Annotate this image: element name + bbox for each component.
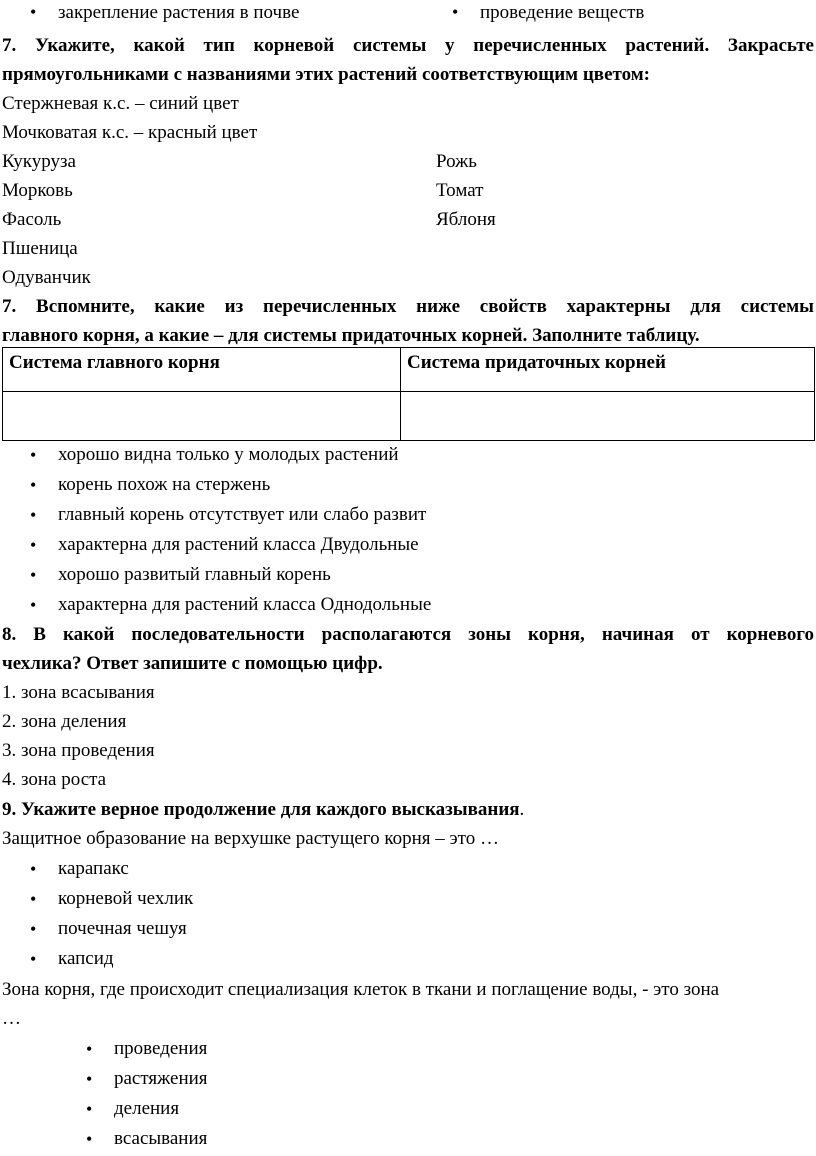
question-9-title-end: . — [519, 799, 525, 820]
property-item — [30, 500, 431, 530]
answer-option[interactable] — [86, 1124, 208, 1154]
legend-rod-root: Стержневая к.с. – синий цвет — [2, 93, 239, 114]
answer-option[interactable] — [30, 914, 193, 944]
top-bullet-left — [30, 2, 299, 24]
table-answer-row — [3, 392, 815, 441]
question-9-statement-2-line2: … — [2, 1008, 21, 1029]
plant-item: Рожь — [436, 151, 477, 172]
question-7a — [2, 31, 814, 292]
question-9 — [2, 795, 814, 853]
plant-item: Томат — [436, 180, 484, 201]
table-header-main-root: Система главного корня — [3, 348, 401, 392]
top-bullets — [30, 2, 810, 30]
answer-option-text: карапакс — [58, 858, 129, 879]
plant-item: Фасоль — [2, 209, 62, 230]
property-item — [30, 530, 431, 560]
table-header-row — [3, 348, 815, 392]
plant-list — [2, 147, 814, 292]
top-bullet-right-text: проведение веществ — [480, 2, 645, 23]
property-item — [30, 440, 431, 470]
root-zone-item: 2. зона деления — [2, 711, 127, 732]
answer-option[interactable] — [30, 944, 193, 974]
table-header-adventitious-root: Система придаточных корней — [401, 348, 815, 392]
plant-item: Яблоня — [436, 209, 496, 230]
answer-option[interactable] — [30, 854, 193, 884]
question-7a-title-line2: прямоугольниками с названиями этих растений соответствующим цветом: — [2, 64, 650, 85]
root-zone-item: 4. зона роста — [2, 769, 107, 790]
property-list — [30, 440, 431, 620]
property-item — [30, 560, 431, 590]
answer-option[interactable] — [86, 1064, 208, 1094]
answer-option-text: растяжения — [114, 1068, 208, 1089]
answer-option[interactable] — [86, 1034, 208, 1064]
question-9-statement-2 — [2, 975, 814, 1033]
plant-item: Кукуруза — [2, 151, 76, 172]
answer-option-text: почечная чешуя — [58, 918, 187, 939]
question-9-options-1 — [30, 854, 193, 974]
top-bullet-right — [452, 2, 644, 24]
property-item-text: характерна для растений класса Двудольные — [58, 534, 419, 555]
root-zone-item: 3. зона проведения — [2, 740, 155, 761]
property-item-text: хорошо развитый главный корень — [58, 564, 331, 585]
answer-option-text: капсид — [58, 948, 114, 969]
question-7b — [2, 292, 814, 350]
root-zone-item: 1. зона всасывания — [2, 682, 155, 703]
property-item-text: корень похож на стержень — [58, 474, 271, 495]
question-9-statement-2-line1: Зона корня, где происходит специализация клеток в ткани и поглащение воды, - это зона — [2, 979, 720, 1000]
property-item-text: хорошо видна только у молодых растений — [58, 444, 399, 465]
question-8 — [2, 620, 814, 794]
table-cell-adventitious-root-answer[interactable] — [401, 392, 815, 441]
question-7b-title-line2: главного корня, а какие – для системы придаточных корней. Заполните таблицу. — [2, 325, 700, 346]
answer-option-text: проведения — [114, 1038, 208, 1059]
top-bullet-left-text: закрепление растения в почве — [58, 2, 300, 23]
question-7b-title-line1: 7. Вспомните, какие из перечисленных ниже свойств характерны для системы — [2, 296, 814, 317]
table-cell-main-root-answer[interactable] — [3, 392, 401, 441]
question-9-statement-1: Защитное образование на верхушке растущего корня – это … — [2, 828, 499, 849]
plant-item: Морковь — [2, 180, 73, 201]
question-8-title-line2: чехлика? Ответ запишите с помощью цифр. — [2, 653, 383, 674]
question-7a-title-line1: 7. Укажите, какой тип корневой системы у перечисленных растений. Закрасьте — [2, 35, 814, 56]
root-system-table — [2, 347, 815, 441]
property-item — [30, 470, 431, 500]
answer-option-text: деления — [114, 1098, 180, 1119]
question-9-title — [2, 795, 814, 824]
question-9-title-text: 9. Укажите верное продолжение для каждого высказывания — [2, 799, 520, 820]
question-9-options-2 — [86, 1034, 208, 1154]
plant-list-left — [2, 147, 436, 292]
answer-option[interactable] — [86, 1094, 208, 1124]
answer-option[interactable] — [30, 884, 193, 914]
property-item-text: характерна для растений класса Однодольные — [58, 594, 432, 615]
plant-list-right — [436, 147, 496, 292]
property-item — [30, 590, 431, 620]
question-8-title-line1: 8. В какой последовательности располагаются зоны корня, начиная от корневого — [2, 624, 814, 645]
property-item-text: главный корень отсутствует или слабо развит — [58, 504, 427, 525]
answer-option-text: всасывания — [114, 1128, 208, 1149]
answer-option-text: корневой чехлик — [58, 888, 194, 909]
plant-item: Одуванчик — [2, 267, 91, 288]
legend-fibrous-root: Мочковатая к.с. – красный цвет — [2, 122, 258, 143]
plant-item: Пшеница — [2, 238, 78, 259]
